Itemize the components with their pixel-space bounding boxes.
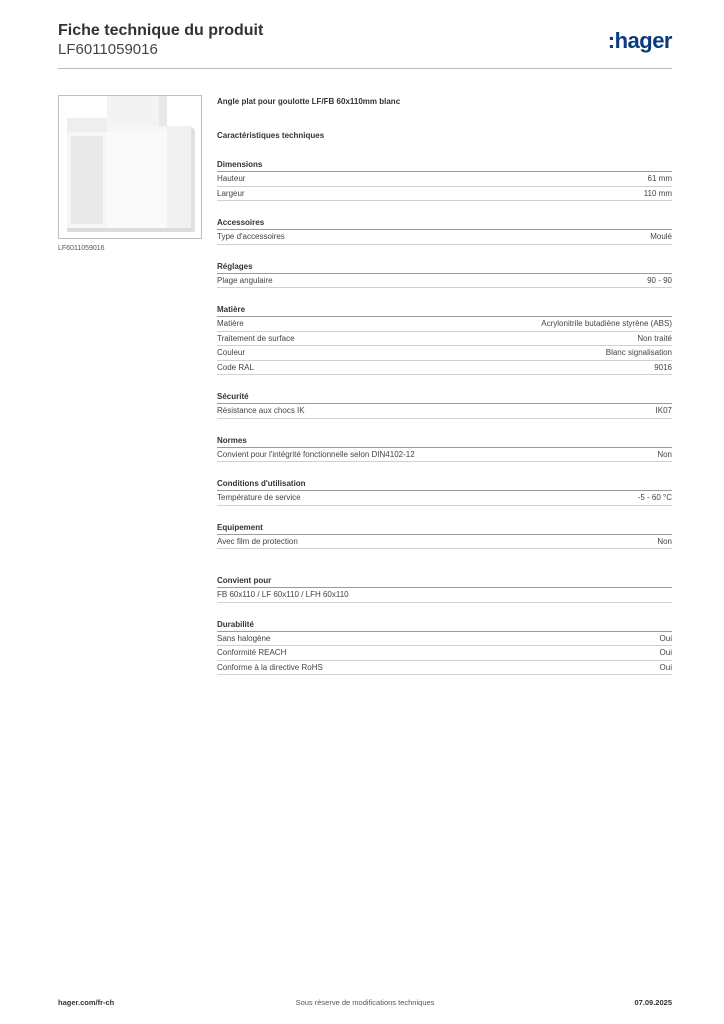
spec-group-reglages bbox=[217, 262, 672, 289]
spec-label: Traitement de surface bbox=[217, 333, 295, 343]
spec-value: 90 - 90 bbox=[647, 275, 672, 285]
section-heading: Caractéristiques techniques bbox=[217, 131, 325, 140]
spec-group-durabilite bbox=[217, 620, 672, 676]
spec-label: Largeur bbox=[217, 188, 245, 198]
spec-label: Type d'accessoires bbox=[217, 232, 285, 241]
spec-label: FB 60x110 / LF 60x110 / LFH 60x110 bbox=[217, 590, 349, 599]
spec-label: Hauteur bbox=[217, 174, 246, 183]
spec-row bbox=[217, 661, 672, 676]
spec-value: IK07 bbox=[655, 406, 672, 415]
spec-label: Matière bbox=[217, 319, 244, 328]
spec-row bbox=[217, 491, 672, 506]
group-title: Matière bbox=[217, 305, 672, 317]
spec-group-accessoires bbox=[217, 218, 672, 245]
spec-value: 61 mm bbox=[647, 174, 672, 183]
spec-row bbox=[217, 346, 672, 361]
spec-label: Conforme à la directive RoHS bbox=[217, 662, 323, 672]
spec-row bbox=[217, 274, 672, 289]
spec-row bbox=[217, 317, 672, 332]
document-reference: LF6011059016 bbox=[58, 41, 158, 58]
group-title: Normes bbox=[217, 436, 672, 448]
spec-group-normes bbox=[217, 436, 672, 463]
group-title: Convient pour bbox=[217, 576, 672, 588]
footer-date: 07.09.2025 bbox=[634, 998, 672, 1007]
spec-label: Code RAL bbox=[217, 362, 254, 372]
spec-value: Non traité bbox=[637, 333, 672, 343]
spec-row bbox=[217, 187, 672, 202]
spec-group-conditions bbox=[217, 479, 672, 506]
image-caption: LF6011059016 bbox=[58, 245, 105, 252]
page-header bbox=[58, 22, 672, 70]
group-title: Conditions d'utilisation bbox=[217, 479, 672, 491]
hager-logo: :hager bbox=[607, 28, 672, 53]
spec-content bbox=[217, 97, 672, 675]
product-title: Angle plat pour goulotte LF/FB 60x110mm blanc bbox=[217, 97, 401, 106]
spec-row bbox=[217, 588, 672, 603]
spec-label: Couleur bbox=[217, 348, 246, 357]
spec-row bbox=[217, 361, 672, 376]
spec-label: Plage angulaire bbox=[217, 275, 273, 285]
spec-row bbox=[217, 172, 672, 187]
spec-group-dimensions bbox=[217, 160, 672, 201]
group-title: Accessoires bbox=[217, 218, 672, 230]
group-title: Equipement bbox=[217, 523, 672, 535]
spec-value: Non bbox=[657, 536, 672, 546]
spec-value: Blanc signalisation bbox=[605, 348, 672, 357]
group-title: Dimensions bbox=[217, 160, 672, 172]
spec-label: Température de service bbox=[217, 493, 301, 502]
spec-label: Résistance aux chocs IK bbox=[217, 406, 305, 415]
spec-value: Oui bbox=[659, 648, 672, 657]
logo-text: hager bbox=[614, 28, 672, 53]
spec-row bbox=[217, 448, 672, 463]
spec-row bbox=[217, 535, 672, 550]
spec-group-equipement bbox=[217, 523, 672, 550]
spec-row bbox=[217, 632, 672, 647]
spec-row bbox=[217, 332, 672, 347]
spec-row bbox=[217, 646, 672, 661]
spec-value: Acrylonitrile butadiène styrène (ABS) bbox=[541, 319, 672, 328]
spec-row bbox=[217, 230, 672, 245]
spec-value: -5 - 60 °C bbox=[637, 493, 672, 502]
footer-notice: Sous réserve de modifications techniques bbox=[295, 998, 435, 1007]
spec-value: Oui bbox=[659, 662, 672, 672]
product-angle-image bbox=[59, 96, 202, 239]
spec-value: Moulé bbox=[650, 232, 672, 241]
spec-value: 9016 bbox=[654, 362, 672, 372]
spec-group-securite bbox=[217, 392, 672, 419]
group-title: Réglages bbox=[217, 262, 672, 274]
product-image bbox=[58, 95, 202, 239]
spec-row bbox=[217, 404, 672, 419]
footer-website[interactable]: hager.com/fr-ch bbox=[58, 998, 115, 1007]
header-divider bbox=[58, 68, 672, 69]
spec-label: Sans halogène bbox=[217, 633, 271, 643]
spec-value: 110 mm bbox=[643, 188, 672, 198]
group-title: Sécurité bbox=[217, 392, 672, 404]
spec-value: Oui bbox=[659, 633, 672, 643]
spec-label: Conformité REACH bbox=[217, 648, 287, 657]
document-title: Fiche technique du produit bbox=[58, 22, 264, 39]
spec-group-convient-pour bbox=[217, 576, 672, 603]
group-title: Durabilité bbox=[217, 620, 672, 632]
spec-label: Convient pour l'intégrité fonctionnelle selon DIN4102-12 bbox=[217, 449, 415, 459]
spec-group-matiere bbox=[217, 305, 672, 375]
spec-label: Avec film de protection bbox=[217, 536, 298, 546]
spec-value: Non bbox=[657, 449, 672, 459]
